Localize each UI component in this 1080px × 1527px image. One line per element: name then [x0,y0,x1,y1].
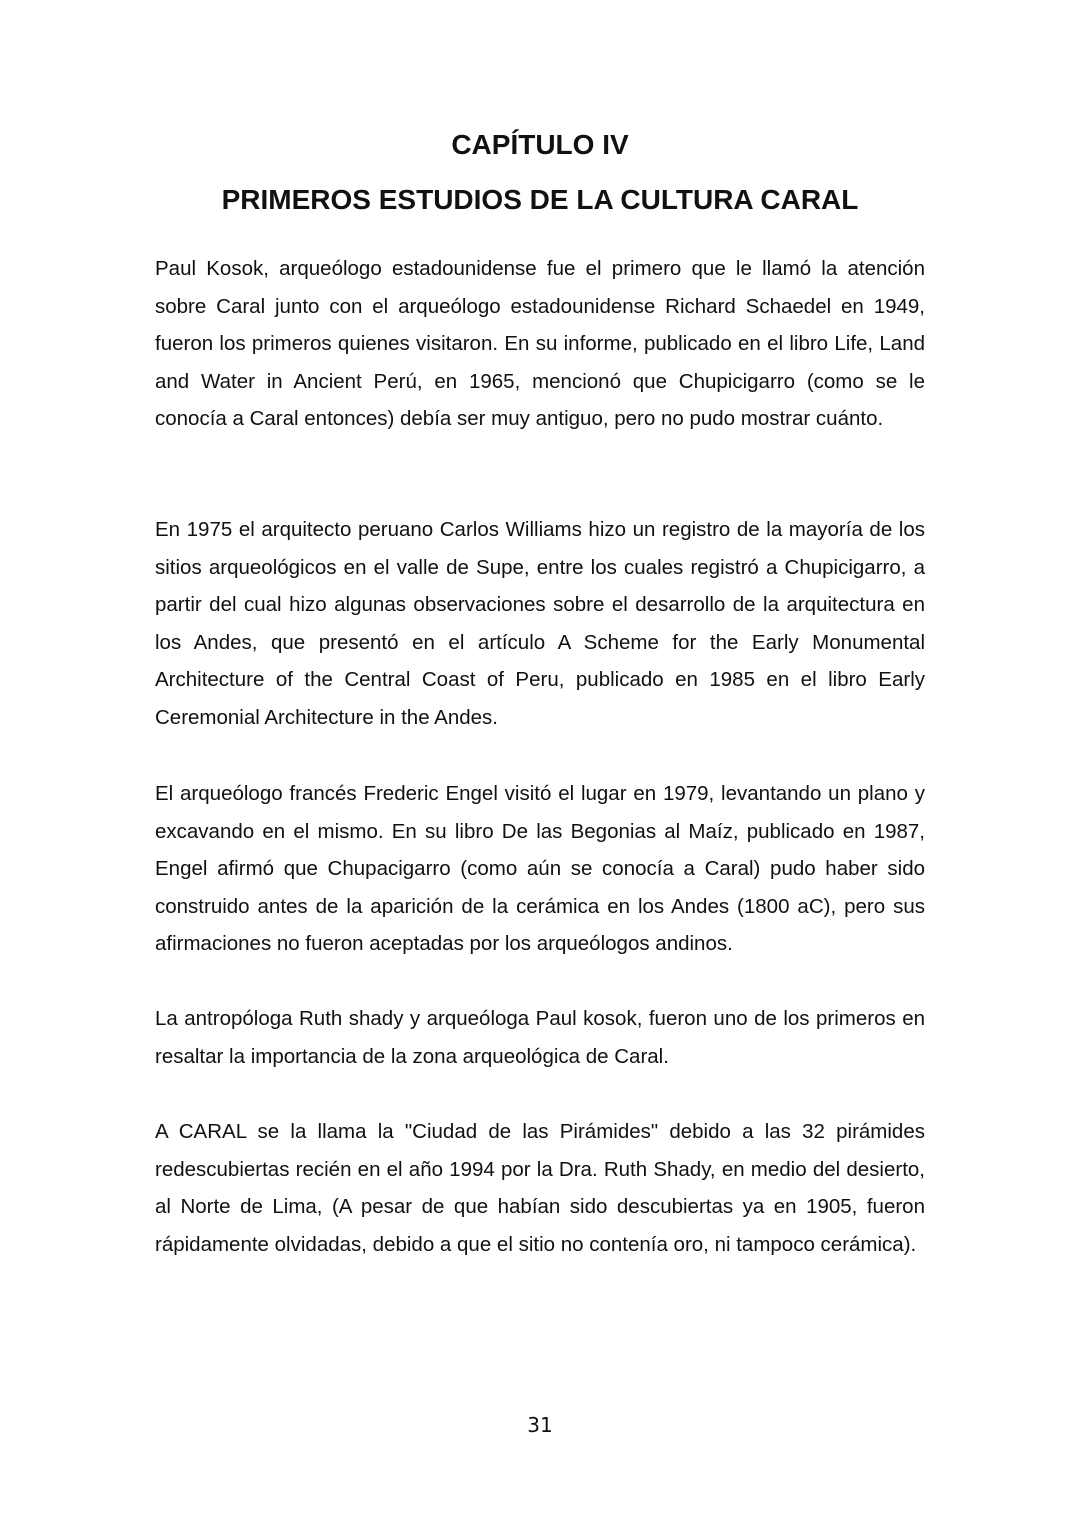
page-number: 31 [527,1413,553,1437]
paragraph-shady-kosok: La antropóloga Ruth shady y arqueóloga Paul kosok, fueron uno de los primeros en resaltar la importancia de la zona arqueológica de Caral. [155,1007,925,1068]
chapter-title: PRIMEROS ESTUDIOS DE LA CULTURA CARAL [221,184,859,215]
paragraph-kosok: Paul Kosok, arqueólogo estadounidense fue el primero que le llamó la atención sobre Caral junto con el arqueólogo estadounidense Richard Schaedel en 1949, fueron los primeros quienes visitaron. En su informe, publicado en el libro Life, Land and Water in Ancient Perú, en 1965, mencionó que Chupicigarro (como se le conocía a Caral entonces) debía ser muy antiguo, pero no pudo mostrar cuánto. [155,257,925,430]
paragraph-williams: En 1975 el arquitecto peruano Carlos Williams hizo un registro de la mayoría de los sitios arqueológicos en el valle de Supe, entre los cuales registró a Chupicigarro, a partir del cual hizo algunas observaciones sobre el desarrollo de la arquitectura en los Andes, que presentó en el artículo A Scheme for the Early Monumental Architecture of the Central Coast of Peru, publicado en 1985 en el libro Early Ceremonial Architecture in the Andes. [155,518,925,729]
chapter-label: CAPÍTULO IV [451,129,629,160]
paragraph-engel: El arqueólogo francés Frederic Engel visitó el lugar en 1979, levantando un plano y excavando en el mismo. En su libro De las Begonias al Maíz, publicado en 1987, Engel afirmó que Chupacigarro (como aún se conocía a Caral) pudo haber sido construido antes de la aparición de la cerámica en los Andes (1800 aC), pero sus afirmaciones no fueron aceptadas por los arqueólogos andinos. [155,782,925,955]
paragraph-pyramids: A CARAL se la llama la "Ciudad de las Pirámides" debido a las 32 pirámides redescubiertas recién en el año 1994 por la Dra. Ruth Shady, en medio del desierto, al Norte de Lima, (A pesar de que habían sido descubiertas ya en 1905, fueron rápidamente olvidadas, debido a que el sitio no contenía oro, ni tampoco cerámica). [155,1120,925,1256]
